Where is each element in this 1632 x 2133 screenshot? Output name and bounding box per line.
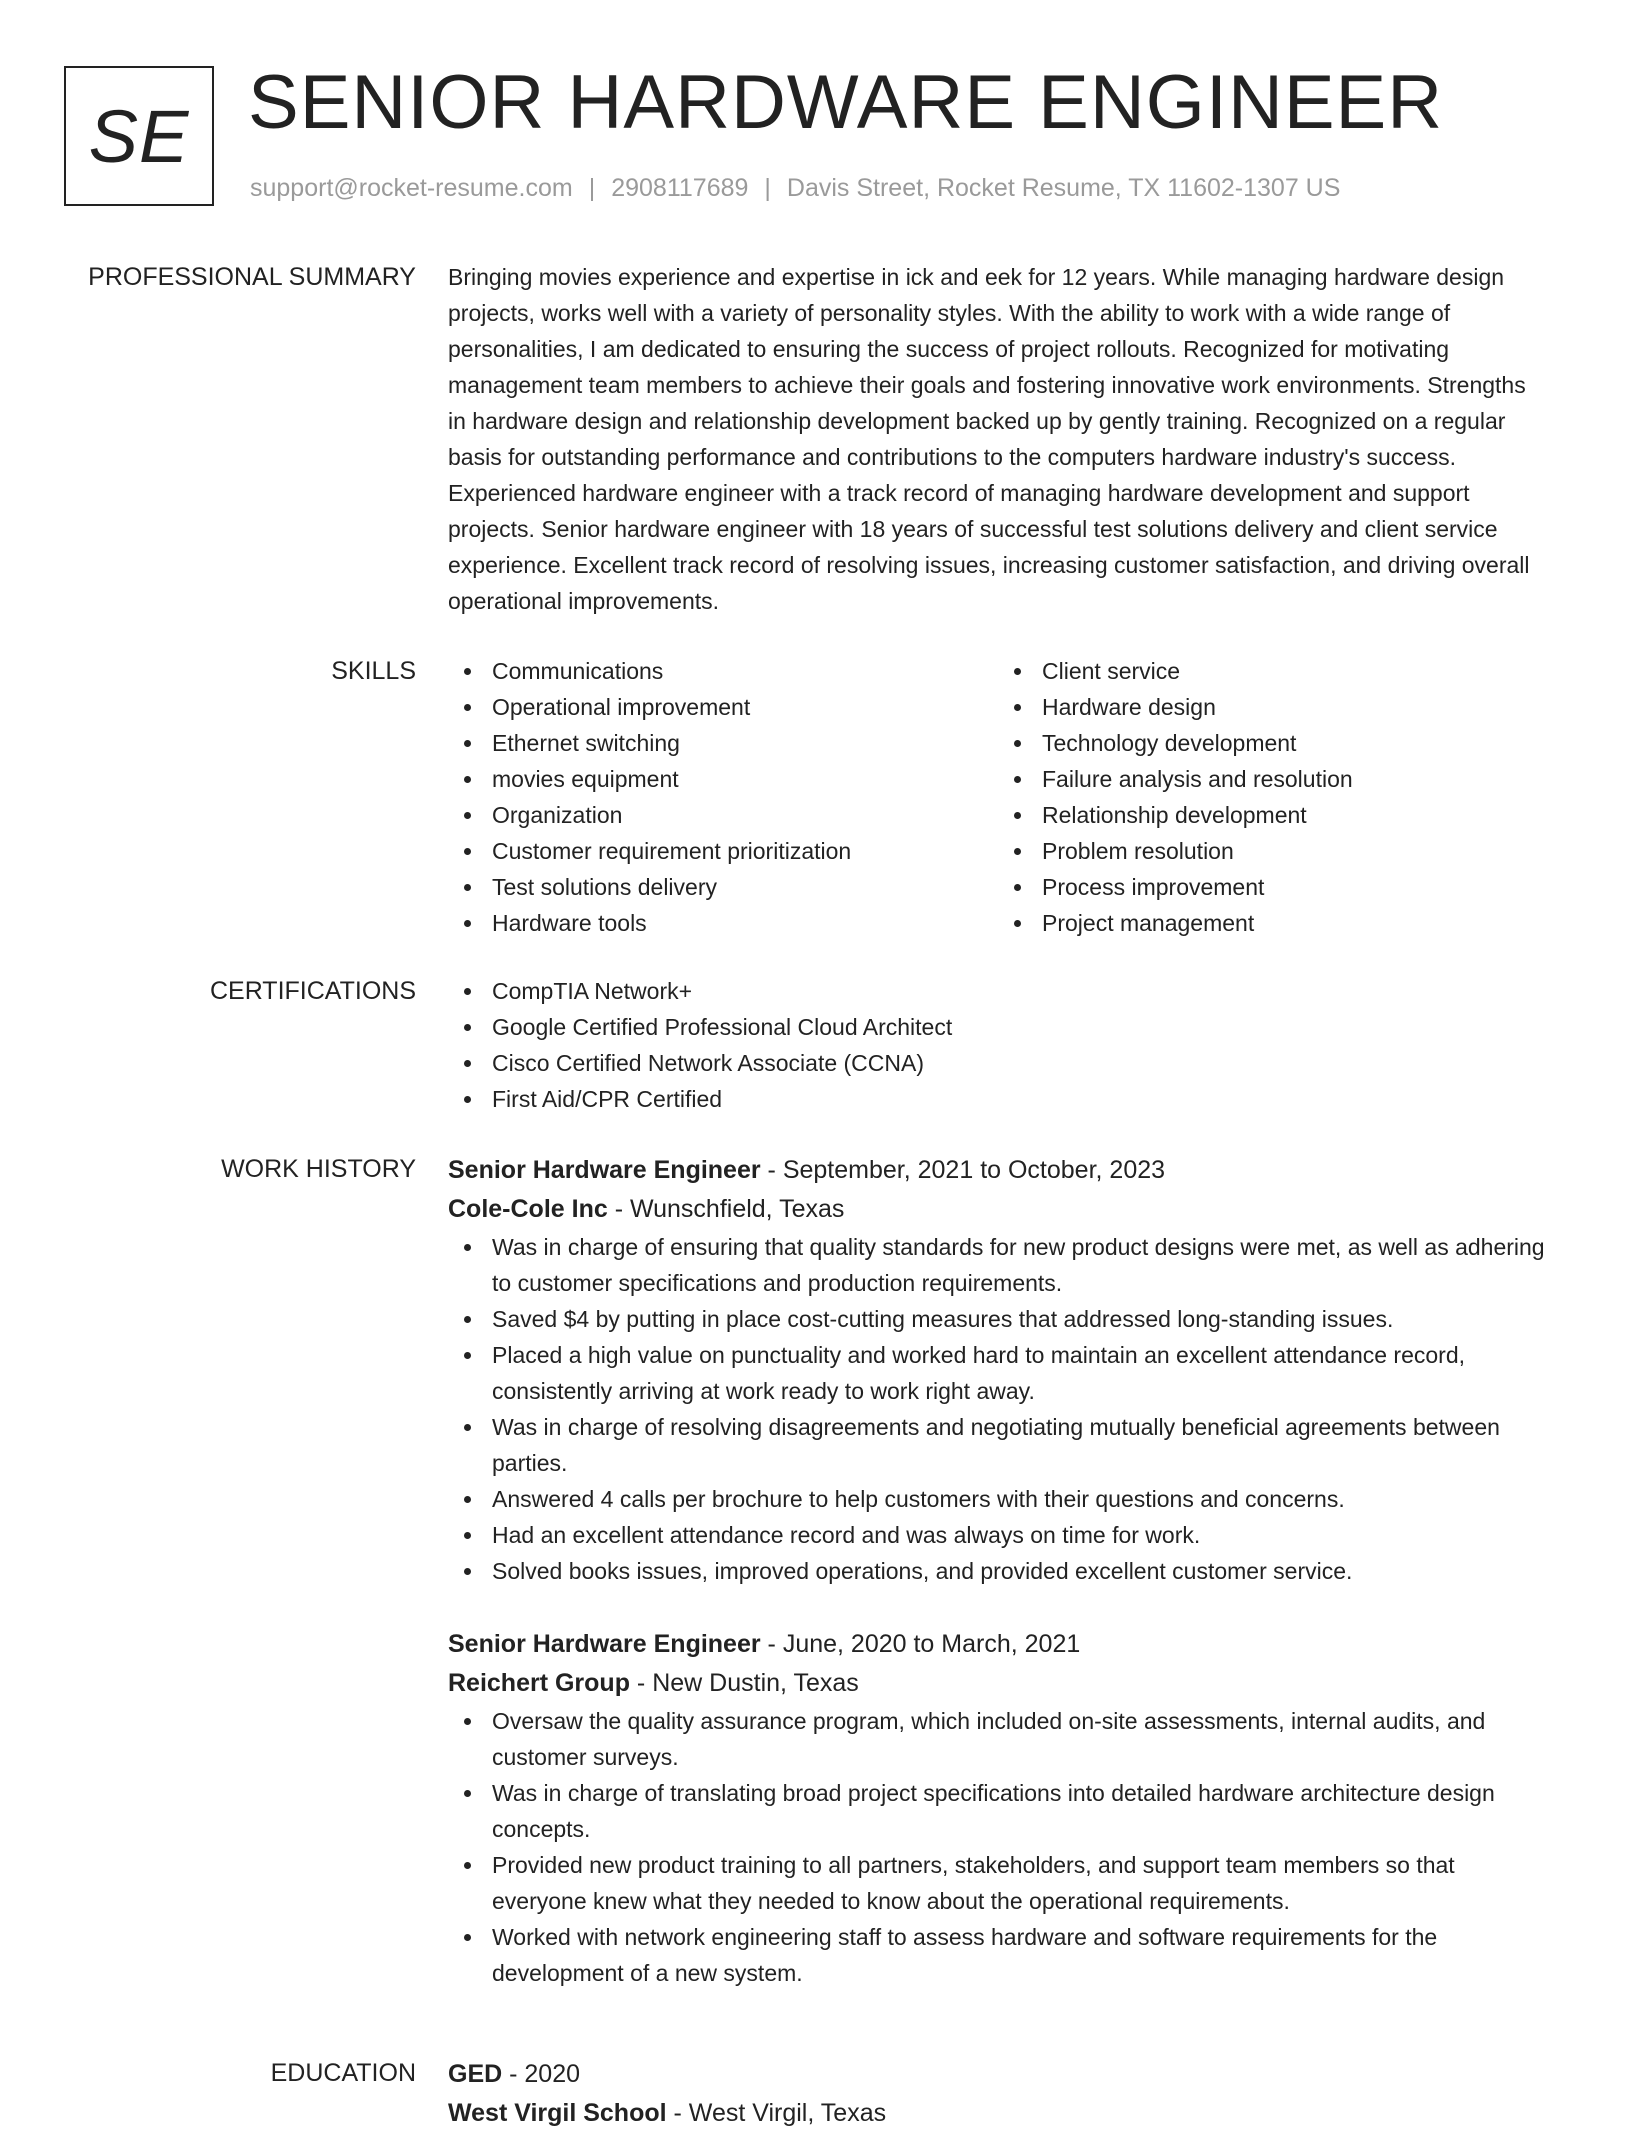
section-label-education: EDUCATION <box>270 2059 416 2087</box>
job-company: Reichert Group <box>448 1669 630 1697</box>
job-location: - Wunschfield, Texas <box>607 1195 845 1223</box>
skill-item: Ethernet switching <box>492 725 998 761</box>
education-year: - 2020 <box>502 2060 581 2088</box>
skills-body <box>448 653 1568 941</box>
job-bullet: Had an excellent attendance record and was always on time for work. <box>492 1517 1568 1553</box>
education-degree: GED <box>448 2060 503 2088</box>
job-location: - New Dustin, Texas <box>629 1669 859 1697</box>
skill-item: Hardware design <box>1042 689 1548 725</box>
skill-item: Problem resolution <box>1042 833 1548 869</box>
job-bullet: Was in charge of translating broad project specifications into detailed hardware architecture design concepts. <box>492 1775 1568 1847</box>
skill-item: movies equipment <box>492 761 998 797</box>
skill-item: Organization <box>492 797 998 833</box>
skill-item: Test solutions delivery <box>492 869 998 905</box>
job-bullet: Placed a high value on punctuality and worked hard to maintain an excellent attendance record, consistently arriving at work ready to work right away. <box>492 1337 1568 1409</box>
job-entry <box>448 1625 1568 1991</box>
skill-item: Process improvement <box>1042 869 1548 905</box>
certification-item: Google Certified Professional Cloud Architect <box>492 1009 1568 1045</box>
job-company-line <box>448 1190 1568 1229</box>
skill-item: Operational improvement <box>492 689 998 725</box>
job-title: Senior Hardware Engineer <box>448 1156 761 1184</box>
certifications-body <box>448 973 1568 1117</box>
job-entry <box>448 1151 1568 1589</box>
skill-item: Communications <box>492 653 998 689</box>
skill-item: Project management <box>1042 905 1548 941</box>
job-bullet: Oversaw the quality assurance program, which included on-site assessments, internal audits, and customer surveys. <box>492 1703 1568 1775</box>
job-bullet: Saved $4 by putting in place cost-cutting measures that addressed long-standing issues. <box>492 1301 1568 1337</box>
education-body <box>448 2055 1568 2133</box>
section-label-work-history: WORK HISTORY <box>221 1155 416 1183</box>
skill-item: Hardware tools <box>492 905 998 941</box>
summary-body <box>448 259 1568 619</box>
section-label-summary: PROFESSIONAL SUMMARY <box>88 263 416 291</box>
education-school-line <box>448 2094 1568 2133</box>
contact-separator: | <box>764 174 771 202</box>
job-title: Senior Hardware Engineer <box>448 1630 761 1658</box>
job-title-line <box>448 1625 1568 1664</box>
job-bullet: Answered 4 calls per brochure to help customers with their questions and concerns. <box>492 1481 1568 1517</box>
summary-text: Bringing movies experience and expertise in ick and eek for 12 years. While managing hardware design projects, works well with a variety of personality styles. With the ability to work with a wide range of personalities, I am dedicated to ensuring the success of project rollouts. Recognized for motivating management team members to achieve their goals and fostering innovative work environments. Strengths in hardware design and relationship development backed up by gently training. Recognized on a regular basis for outstanding performance and contributions to the computers hardware industry's success. Experienced hardware engineer with a track record of managing hardware development and support projects. Senior hardware engineer with 18 years of successful test solutions delivery and client service experience. Excellent track record of resolving issues, increasing customer satisfaction, and driving overall operational improvements. <box>448 264 1530 614</box>
contact-email: support@rocket-resume.com <box>250 174 573 202</box>
certification-item: CompTIA Network+ <box>492 973 1568 1009</box>
skill-item: Client service <box>1042 653 1548 689</box>
contact-separator: | <box>588 174 596 202</box>
skill-item: Technology development <box>1042 725 1548 761</box>
education-school: West Virgil School <box>448 2099 667 2127</box>
skill-item: Relationship development <box>1042 797 1548 833</box>
certification-item: First Aid/CPR Certified <box>492 1081 1568 1117</box>
certification-item: Cisco Certified Network Associate (CCNA) <box>492 1045 1568 1081</box>
section-label-skills: SKILLS <box>331 657 416 685</box>
contact-address: Davis Street, Rocket Resume, TX 11602-1307 US <box>786 174 1341 202</box>
job-company: Cole-Cole Inc <box>448 1195 608 1223</box>
job-title-line <box>448 1151 1568 1190</box>
skill-item: Failure analysis and resolution <box>1042 761 1548 797</box>
skills-column-left <box>448 653 998 941</box>
section-label-certifications: CERTIFICATIONS <box>209 977 416 1005</box>
job-bullet: Solved books issues, improved operations, and provided excellent customer service. <box>492 1553 1568 1589</box>
monogram-logo: SE <box>64 66 214 206</box>
contact-line <box>250 174 1340 203</box>
job-dates: - September, 2021 to October, 2023 <box>760 1156 1166 1184</box>
education-location: - West Virgil, Texas <box>666 2099 887 2127</box>
job-bullet: Worked with network engineering staff to assess hardware and software requirements for the development of a new system. <box>492 1919 1568 1991</box>
skill-item: Customer requirement prioritization <box>492 833 998 869</box>
job-company-line <box>448 1664 1568 1703</box>
resume-title: SENIOR HARDWARE ENGINEER <box>248 60 1444 145</box>
education-degree-line <box>448 2055 1568 2094</box>
contact-phone: 2908117689 <box>611 174 749 202</box>
job-bullet: Was in charge of resolving disagreements and negotiating mutually beneficial agreements between parties. <box>492 1409 1568 1481</box>
work-history-body <box>448 1151 1568 1991</box>
job-dates: - June, 2020 to March, 2021 <box>760 1630 1081 1658</box>
job-bullet: Provided new product training to all partners, stakeholders, and support team members so that everyone knew what they needed to know about the operational requirements. <box>492 1847 1568 1919</box>
skills-column-right <box>998 653 1548 941</box>
job-bullet: Was in charge of ensuring that quality standards for new product designs were met, as well as adhering to customer specifications and production requirements. <box>492 1229 1568 1301</box>
